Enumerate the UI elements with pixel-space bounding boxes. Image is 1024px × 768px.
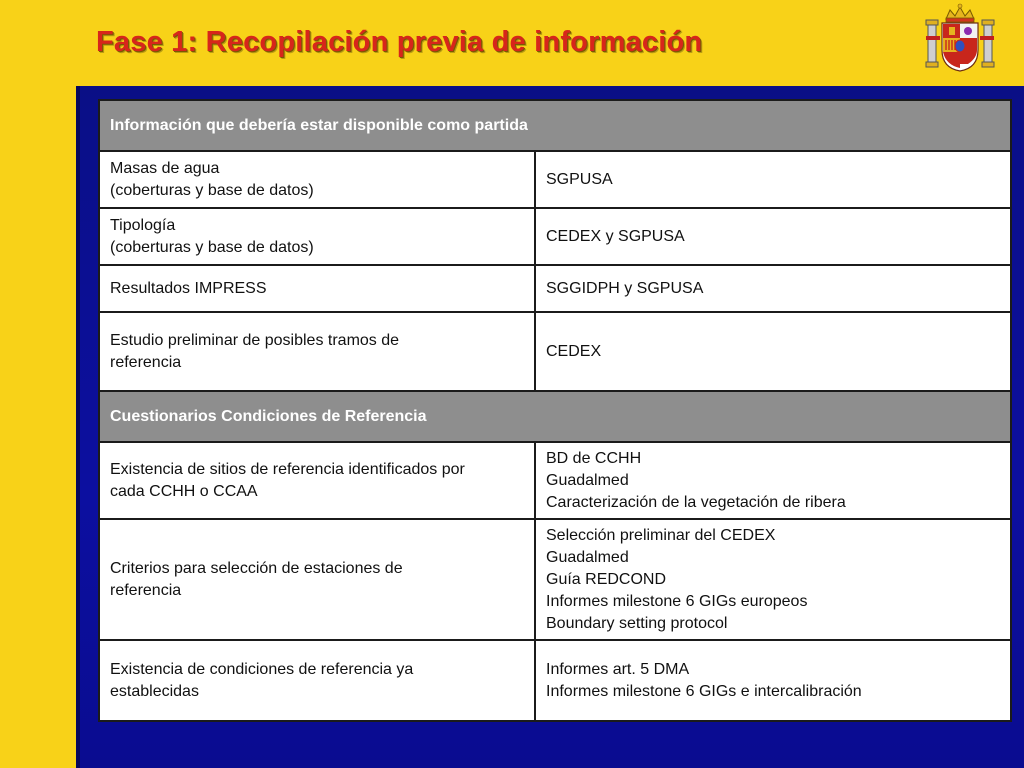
source-cell: BD de CCHH Guadalmed Caracterización de la vegetación de ribera (535, 442, 1011, 519)
section-header-row (99, 391, 1011, 442)
section-header-row (99, 100, 1011, 151)
table-row (99, 312, 1011, 391)
requirement-cell: Criterios para selección de estaciones de referencia (99, 519, 535, 640)
table-row (99, 519, 1011, 640)
table-row (99, 151, 1011, 208)
source-cell: Informes art. 5 DMA Informes milestone 6 GIGs e intercalibración (535, 640, 1011, 721)
requirement-cell: Existencia de condiciones de referencia ya establecidas (99, 640, 535, 721)
requirement-cell: Tipología (coberturas y base de datos) (99, 208, 535, 265)
source-cell: CEDEX (535, 312, 1011, 391)
source-cell: SGPUSA (535, 151, 1011, 208)
requirement-cell: Masas de agua (coberturas y base de datos) (99, 151, 535, 208)
requirement-cell: Existencia de sitios de referencia identificados por cada CCHH o CCAA (99, 442, 535, 519)
table-row (99, 640, 1011, 721)
requirement-cell: Resultados IMPRESS (99, 265, 535, 312)
slide-title: Fase 1: Recopilación previa de información (96, 26, 703, 58)
table-row (99, 442, 1011, 519)
table-row (99, 265, 1011, 312)
panel-edge (76, 86, 80, 768)
requirement-cell: Estudio preliminar de posibles tramos de referencia (99, 312, 535, 391)
section-header: Información que debería estar disponible como partida (99, 100, 1011, 151)
source-cell: SGGIDPH y SGPUSA (535, 265, 1011, 312)
section-header: Cuestionarios Condiciones de Referencia (99, 391, 1011, 442)
information-table (98, 99, 1012, 722)
spain-coat-of-arms-icon (924, 2, 996, 74)
table-row (99, 208, 1011, 265)
source-cell: Selección preliminar del CEDEX Guadalmed Guía REDCOND Informes milestone 6 GIGs europeos Boundary setting protocol (535, 519, 1011, 640)
source-cell: CEDEX y SGPUSA (535, 208, 1011, 265)
